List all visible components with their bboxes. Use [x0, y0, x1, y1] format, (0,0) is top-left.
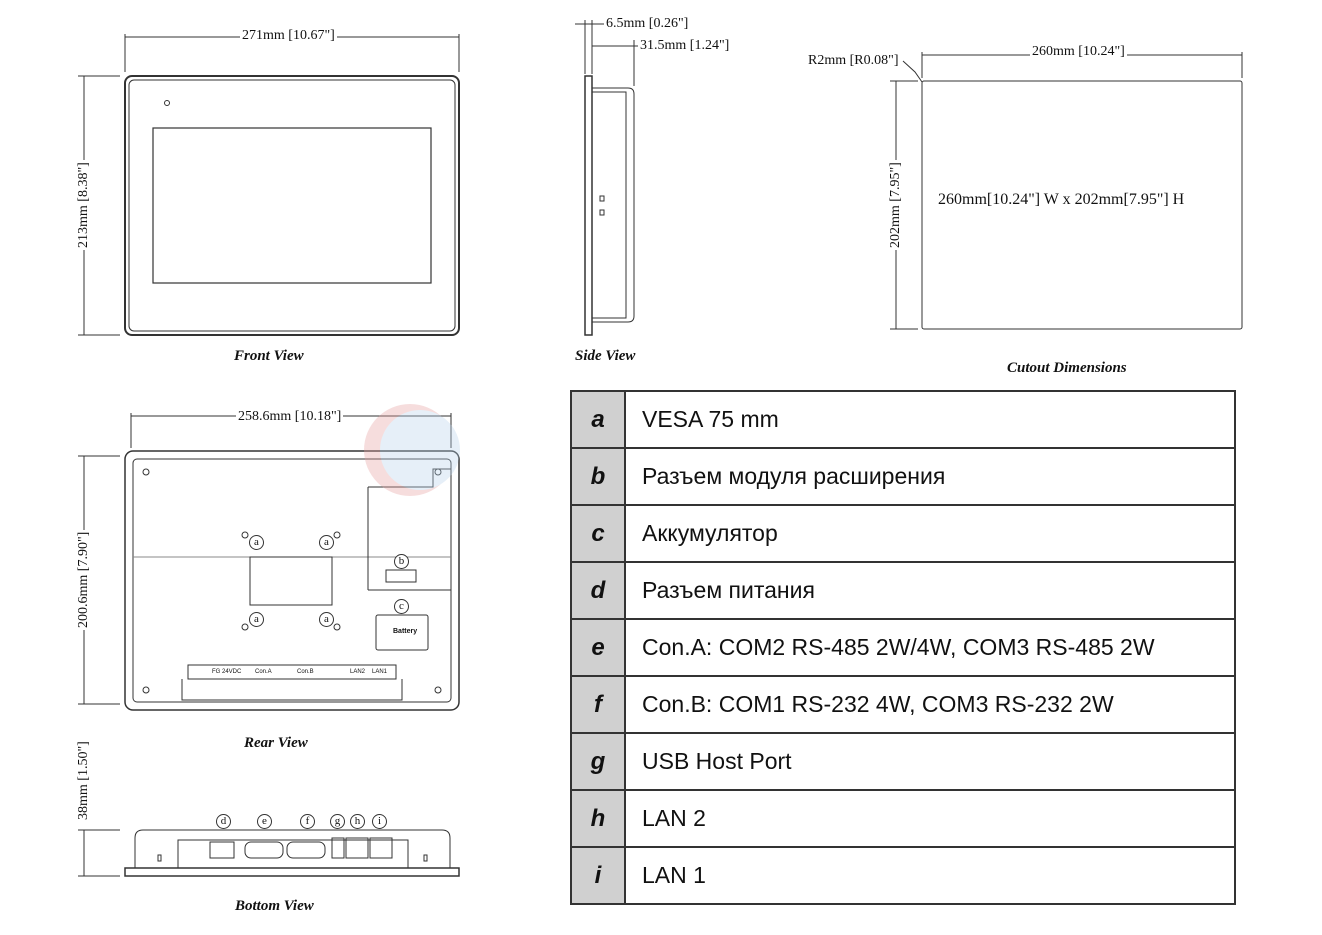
- legend-key: d: [571, 562, 625, 619]
- cutout-width-dim: 260mm [10.24"]: [1032, 44, 1125, 59]
- legend-value: USB Host Port: [625, 733, 1235, 790]
- legend-value: Con.B: COM1 RS-232 4W, COM3 RS-232 2W: [625, 676, 1235, 733]
- legend-value: Аккумулятор: [625, 505, 1235, 562]
- cutout-caption: Cutout Dimensions: [1007, 360, 1127, 376]
- rear-marker-a: a: [249, 535, 264, 550]
- legend-row: [571, 619, 1235, 676]
- rear-marker-b: b: [394, 554, 409, 569]
- con-b-label: Con.B: [297, 669, 314, 675]
- legend-key: h: [571, 790, 625, 847]
- front-view-drawing: [78, 34, 459, 335]
- legend-value: VESA 75 mm: [625, 391, 1235, 448]
- cutout-height-dim: 202mm [7.95"]: [888, 162, 903, 248]
- legend-key: a: [571, 391, 625, 448]
- bottom-view-caption: Bottom View: [235, 898, 314, 914]
- legend-table: [570, 390, 1236, 905]
- battery-label: Battery: [393, 628, 418, 635]
- legend-row: [571, 847, 1235, 904]
- side-depth-dim: 31.5mm [1.24"]: [640, 38, 730, 53]
- bottom-marker-g: g: [330, 814, 345, 829]
- legend-row: [571, 505, 1235, 562]
- side-view-drawing: [575, 20, 640, 335]
- legend-row: [571, 562, 1235, 619]
- bottom-marker-h: h: [350, 814, 365, 829]
- legend-row: [571, 733, 1235, 790]
- cutout-size-text: 260mm[10.24"] W x 202mm[7.95"] H: [938, 191, 1185, 208]
- legend-row: [571, 448, 1235, 505]
- legend-key: g: [571, 733, 625, 790]
- lan2-label: LAN2: [350, 669, 366, 675]
- legend-value: Con.A: COM2 RS-485 2W/4W, COM3 RS-485 2W: [625, 619, 1235, 676]
- legend-key: e: [571, 619, 625, 676]
- con-a-label: Con.A: [255, 669, 272, 675]
- legend-row: [571, 391, 1235, 448]
- rear-marker-a: a: [249, 612, 264, 627]
- side-bezel-dim: 6.5mm [0.26"]: [606, 16, 689, 31]
- rear-width-dim: 258.6mm [10.18"]: [238, 409, 342, 424]
- rear-marker-c: c: [394, 599, 409, 614]
- legend-value: LAN 2: [625, 790, 1235, 847]
- bottom-marker-d: d: [216, 814, 231, 829]
- bottom-marker-e: e: [257, 814, 272, 829]
- front-height-dim: 213mm [8.38"]: [76, 162, 91, 248]
- legend-key: f: [571, 676, 625, 733]
- rear-marker-a: a: [319, 535, 334, 550]
- lan1-label: LAN1: [372, 669, 388, 675]
- bottom-height-dim: 38mm [1.50"]: [76, 741, 91, 820]
- bottom-marker-f: f: [300, 814, 315, 829]
- bottom-view-drawing: [78, 830, 459, 876]
- legend-key: i: [571, 847, 625, 904]
- legend-key: b: [571, 448, 625, 505]
- legend-value: Разъем питания: [625, 562, 1235, 619]
- legend-row: [571, 790, 1235, 847]
- power-port-label: FG 24VDC: [212, 669, 242, 675]
- rear-view-caption: Rear View: [244, 735, 308, 751]
- rear-marker-a: a: [319, 612, 334, 627]
- cutout-radius-dim: R2mm [R0.08"]: [808, 53, 899, 68]
- legend-value: LAN 1: [625, 847, 1235, 904]
- bottom-marker-i: i: [372, 814, 387, 829]
- front-width-dim: 271mm [10.67"]: [242, 28, 335, 43]
- rear-height-dim: 200.6mm [7.90"]: [76, 531, 91, 628]
- legend-row: [571, 676, 1235, 733]
- legend-value: Разъем модуля расширения: [625, 448, 1235, 505]
- legend-key: c: [571, 505, 625, 562]
- front-view-caption: Front View: [234, 348, 304, 364]
- side-view-caption: Side View: [575, 348, 636, 364]
